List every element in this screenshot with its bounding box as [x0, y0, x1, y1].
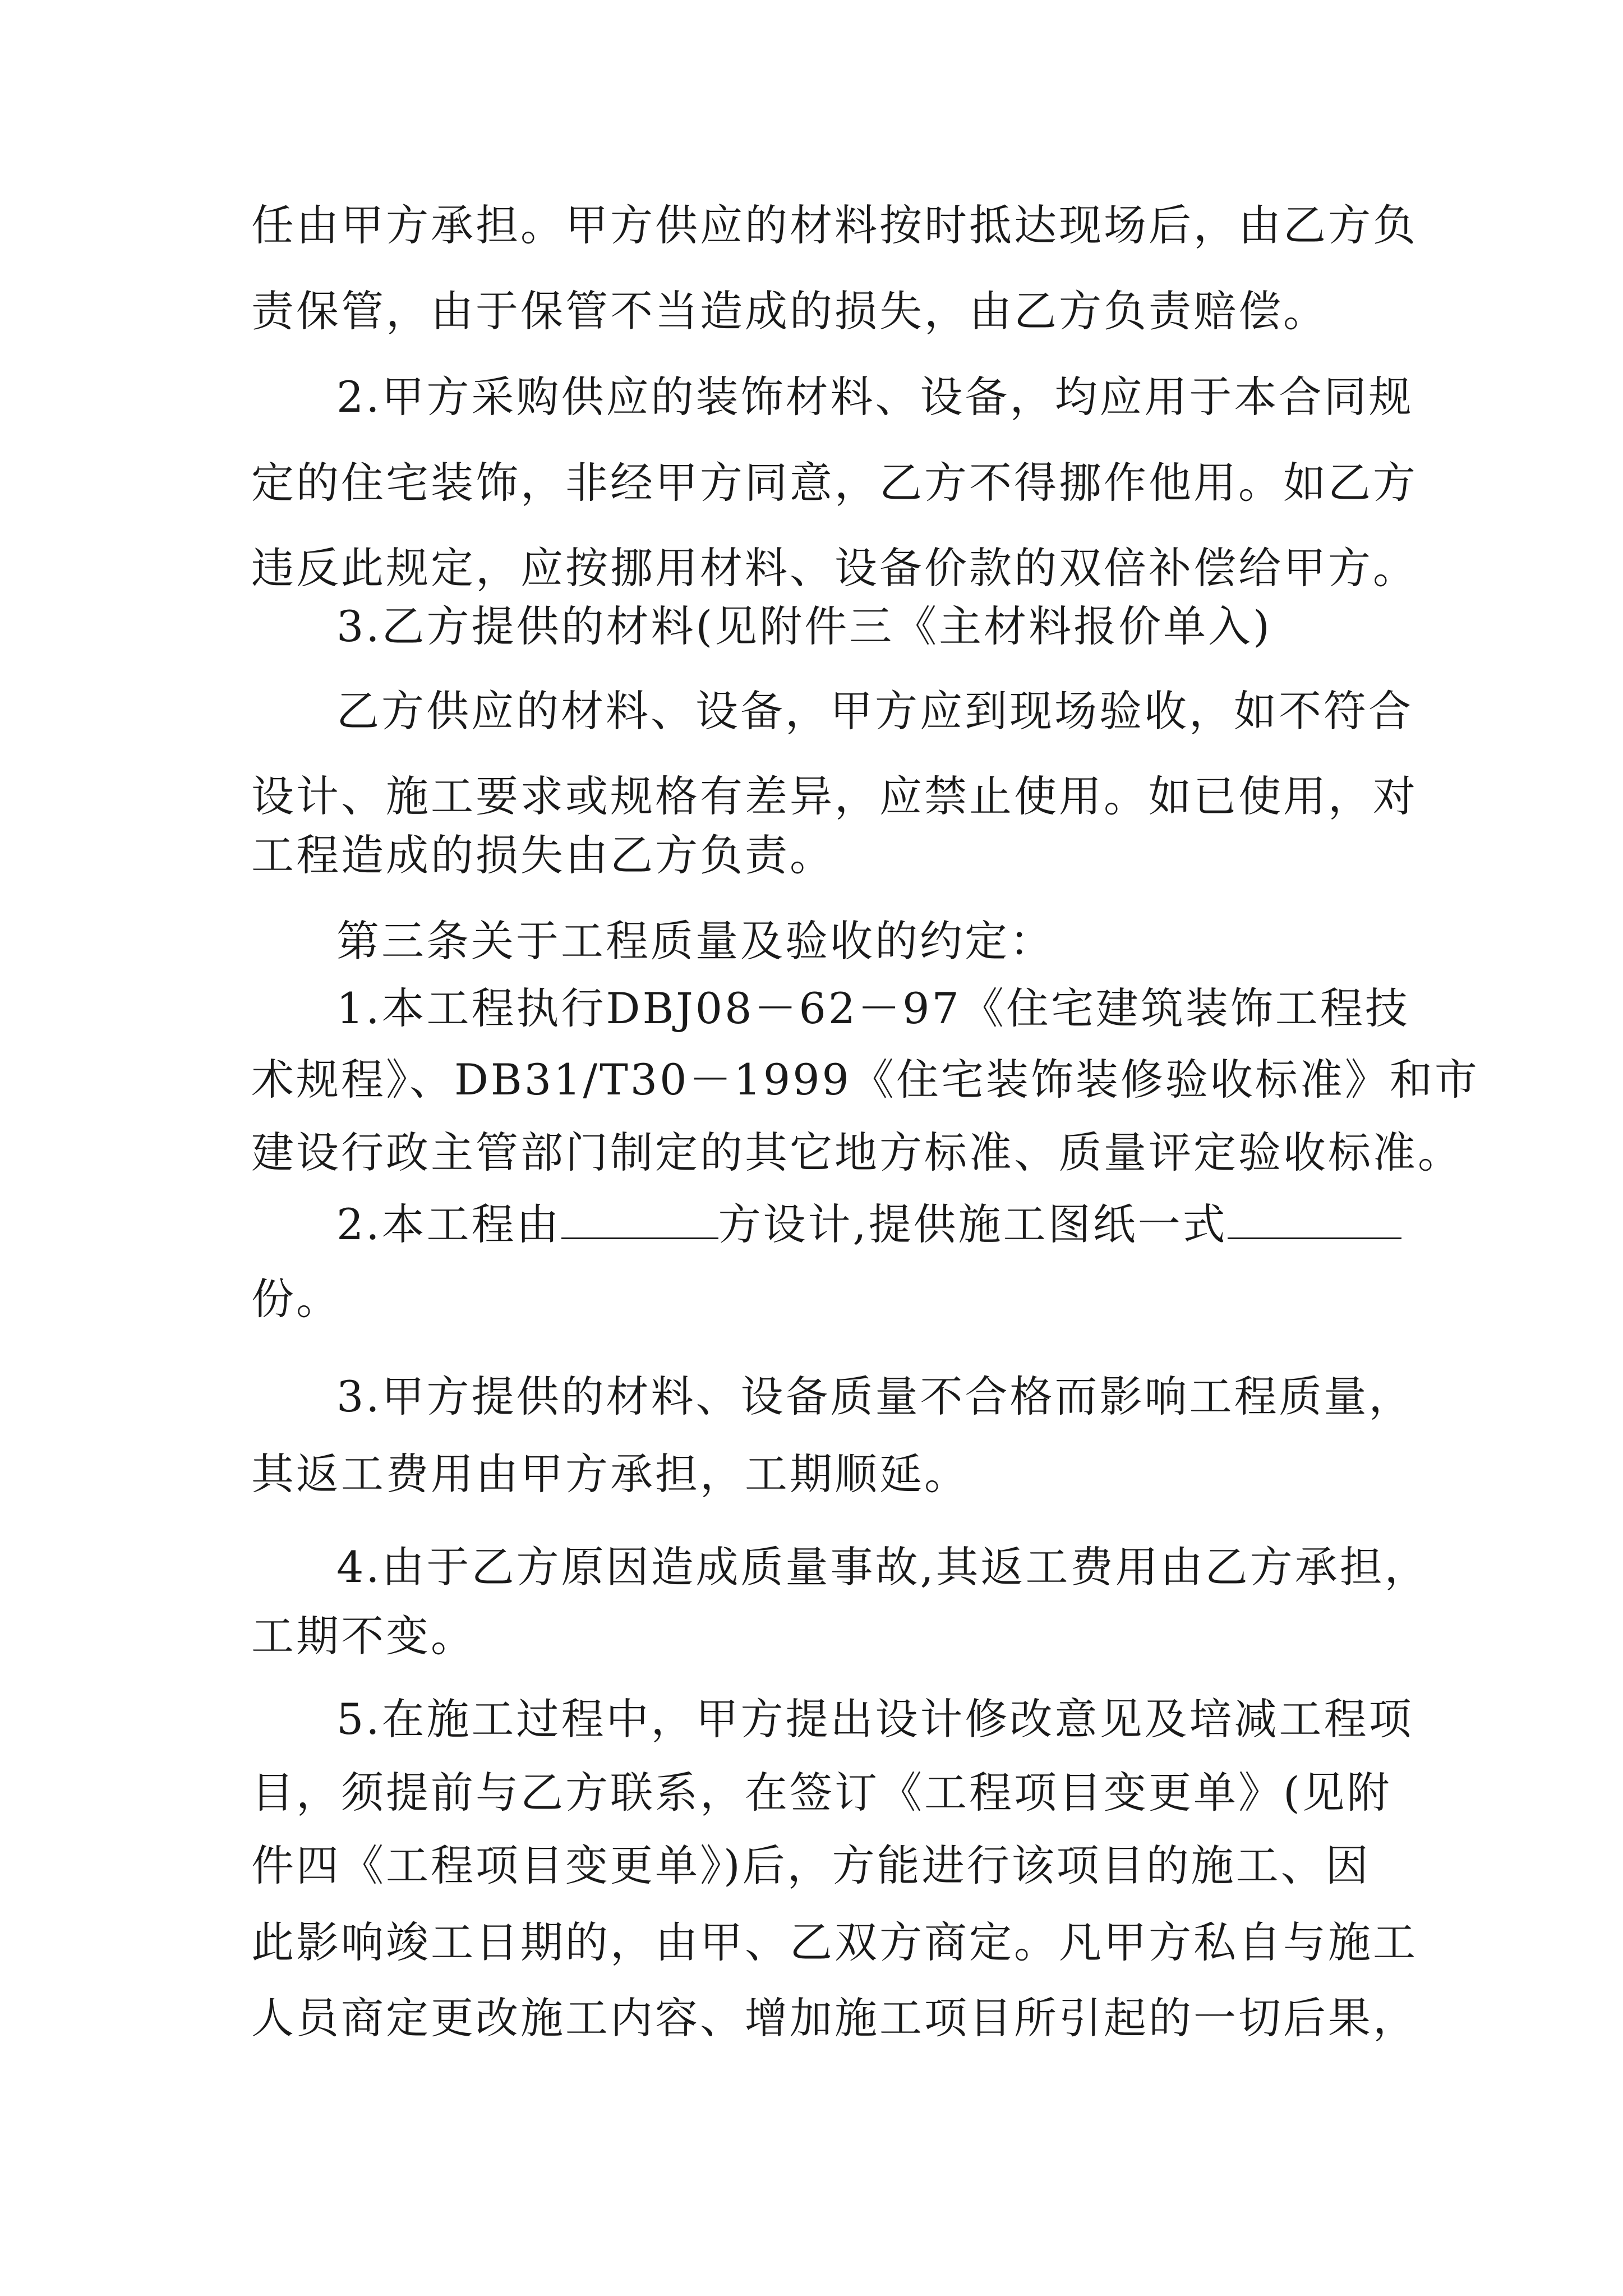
text-line: 违反此规定，应按挪用材料、设备价款的双倍补偿给甲方。 [251, 543, 1418, 593]
text-line: 术规程》、DB31/T30－1999《住宅装饰装修验收标准》和市 [251, 1055, 1479, 1105]
text-line: 此影响竣工日期的，由甲、乙双方商定。凡甲方私自与施工 [251, 1917, 1418, 1967]
text-line: 定的住宅装饰，非经甲方同意，乙方不得挪作他用。如乙方 [251, 458, 1418, 508]
text-line: 1.本工程执行DBJ08－62－97《住宅建筑装饰工程技 [336, 983, 1410, 1033]
fill-in-text-2: 方设计,提供施工图纸一式 [718, 1199, 1228, 1249]
text-line: 3.甲方提供的材料、设备质量不合格而影响工程质量， [336, 1372, 1414, 1421]
text-line: 乙方供应的材料、设备，甲方应到现场验收，如不符合 [336, 686, 1413, 736]
text-line: 目，须提前与乙方联系，在签订《工程项目变更单》(见附 [251, 1768, 1392, 1818]
text-line: 设计、施工要求或规格有差异，应禁止使用。如已使用，对 [251, 771, 1418, 821]
text-line: 4.由于乙方原因造成质量事故,其返工费用由乙方承担， [336, 1542, 1430, 1592]
text-line: 工程造成的损失由乙方负责。 [251, 830, 834, 880]
text-line: 其返工费用由甲方承担，工期顺延。 [251, 1449, 969, 1499]
text-line: 工期不变。 [251, 1611, 476, 1661]
text-line: 责保管，由于保管不当造成的损失，由乙方负责赔偿。 [251, 286, 1328, 336]
drawing-count-blank[interactable] [1228, 1198, 1401, 1239]
text-line: 件四《工程项目变更单》)后，方能进行该项目的施工、因 [251, 1841, 1371, 1890]
fill-in-text-1: 2.本工程由 [336, 1199, 561, 1249]
section-heading: 第三条关于工程质量及验收的约定： [336, 916, 1054, 966]
text-line: 2.甲方采购供应的装饰材料、设备，均应用于本合同规 [336, 372, 1414, 422]
text-line: 5.在施工过程中，甲方提出设计修改意见及培减工程项 [336, 1694, 1414, 1744]
text-line: 人员商定更改施工内容、增加施工项目所引起的一切后果， [251, 1993, 1418, 2043]
text-line: 3.乙方提供的材料(见附件三《主材料报价单入) [336, 601, 1272, 651]
text-line: 建设行政主管部门制定的其它地方标准、质量评定验收标准。 [251, 1128, 1463, 1177]
text-line: 任由甲方承担。甲方供应的材料按时抵达现场后，由乙方负 [251, 200, 1418, 250]
designer-blank[interactable] [561, 1198, 718, 1239]
text-line: 份。 [251, 1274, 341, 1324]
fill-in-line [336, 1197, 1395, 1253]
